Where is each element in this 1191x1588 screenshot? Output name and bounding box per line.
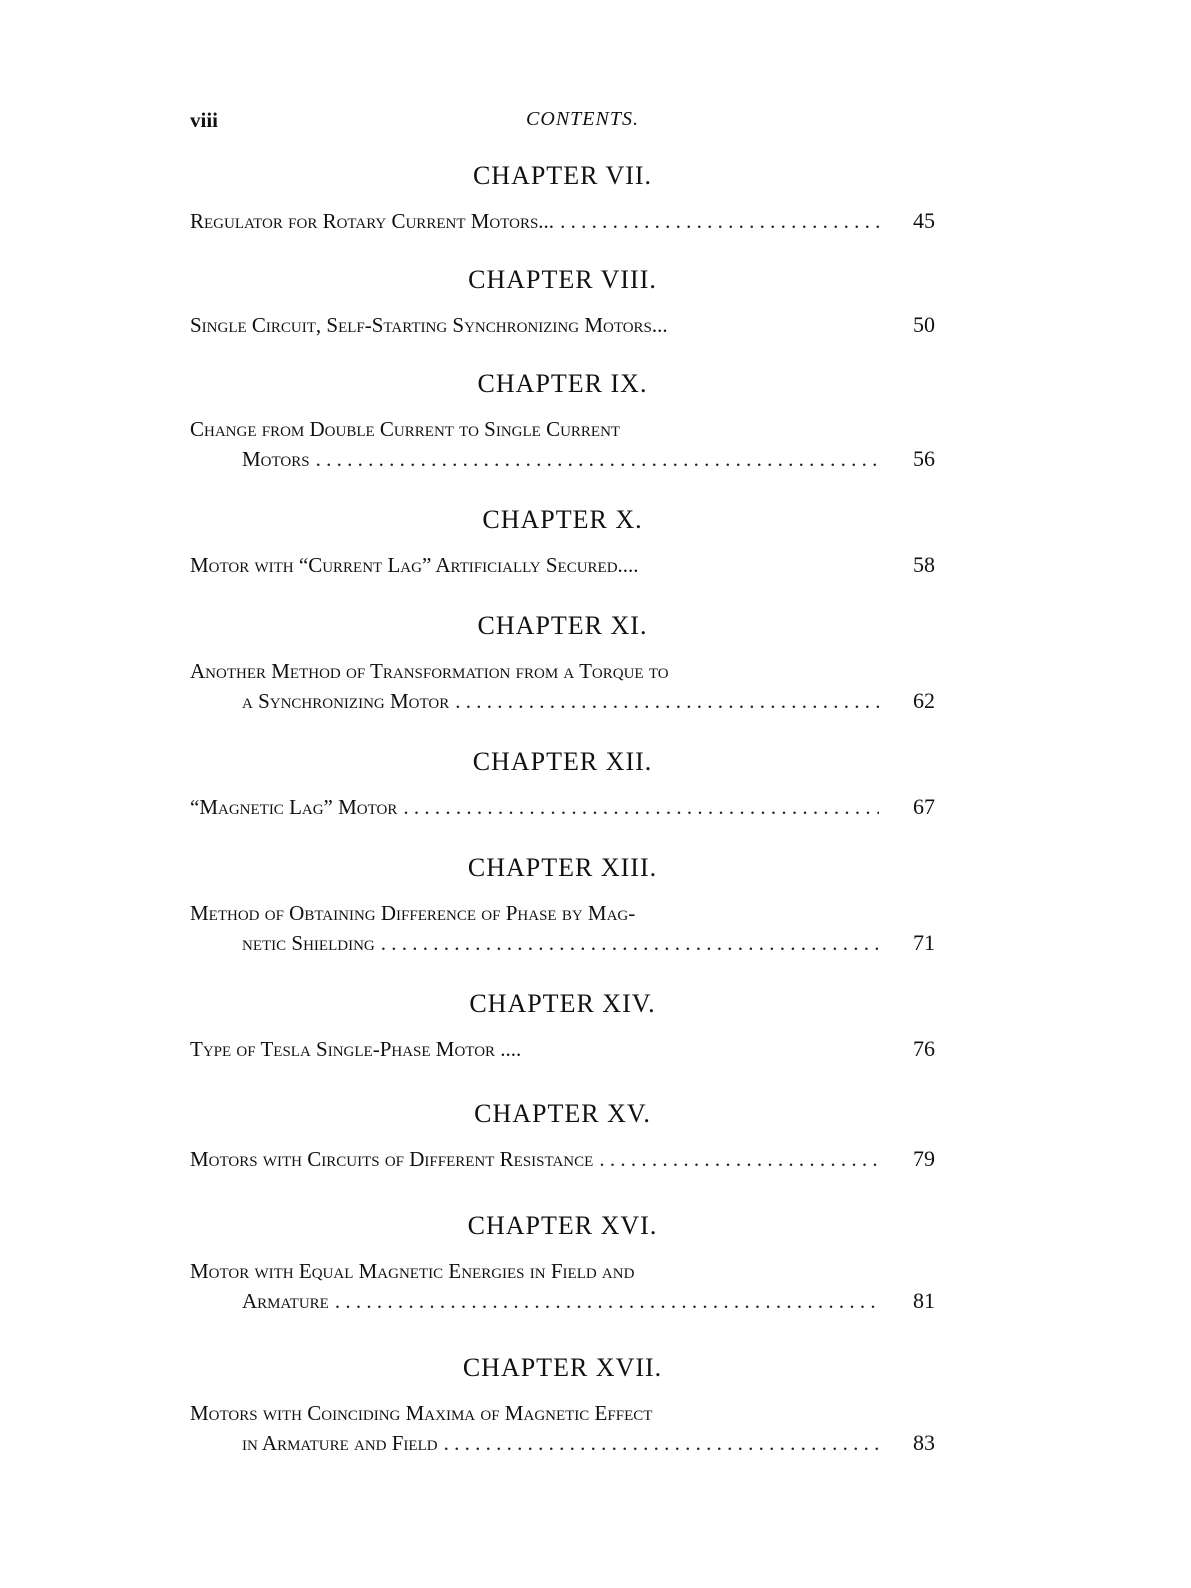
page-number: 45	[913, 208, 935, 233]
chapter-vii	[190, 160, 935, 236]
dot-leader	[381, 928, 879, 958]
toc-entry[interactable]	[190, 792, 935, 822]
toc-entry[interactable]	[190, 898, 935, 958]
toc-entry[interactable]	[190, 310, 935, 340]
entry-title: Regulator for Rotary Current Motors...	[190, 209, 555, 233]
page-number: 71	[913, 930, 935, 955]
chapter-ix	[190, 368, 935, 474]
page-number: 76	[913, 1036, 935, 1061]
chapter-heading: CHAPTER XIV.	[469, 989, 656, 1018]
entry-title-continued: netic Shielding	[242, 931, 375, 955]
toc-entry[interactable]	[190, 550, 935, 580]
chapter-heading: CHAPTER XV.	[474, 1099, 651, 1128]
toc-entry[interactable]	[190, 1256, 935, 1316]
chapter-xv	[190, 1098, 935, 1174]
entry-title: Motors with Coinciding Maxima of Magnetic Effect	[190, 1401, 653, 1425]
chapter-x	[190, 504, 935, 580]
dot-leader	[316, 444, 879, 474]
entry-title: Single Circuit, Self-Starting Synchronizing Motors...	[190, 313, 668, 337]
dot-leader	[560, 206, 879, 236]
toc-entry[interactable]	[190, 1398, 935, 1458]
toc-entry[interactable]	[190, 656, 935, 716]
dot-leader	[403, 792, 879, 822]
toc-entry[interactable]	[190, 1144, 935, 1174]
page-number: 50	[913, 312, 935, 337]
chapter-xiii	[190, 852, 935, 958]
toc-entry[interactable]	[190, 1034, 935, 1064]
running-head: CONTENTS.	[526, 108, 639, 130]
dot-leader	[455, 686, 879, 716]
page-number: 62	[913, 688, 935, 713]
page-number: 58	[913, 552, 935, 577]
page-number: 83	[913, 1430, 935, 1455]
chapter-xvi	[190, 1210, 935, 1316]
entry-title: Another Method of Transformation from a Torque to	[190, 659, 669, 683]
chapter-xi	[190, 610, 935, 716]
entry-title-continued: Motors	[242, 447, 310, 471]
chapter-heading: CHAPTER VIII.	[468, 265, 657, 294]
page-header	[190, 108, 935, 138]
page-number: 67	[913, 794, 935, 819]
page-number: 81	[913, 1288, 935, 1313]
chapter-heading: CHAPTER XVI.	[467, 1211, 658, 1240]
dot-leader	[335, 1286, 879, 1316]
page-folio: viii	[190, 108, 219, 132]
dot-leader	[599, 1144, 879, 1174]
entry-title-continued: in Armature and Field	[242, 1431, 438, 1455]
entry-title-continued: a Synchronizing Motor	[242, 689, 450, 713]
entry-title: Change from Double Current to Single Current	[190, 417, 621, 441]
chapter-heading: CHAPTER VII.	[472, 161, 653, 190]
toc-entry[interactable]	[190, 206, 935, 236]
chapter-heading: CHAPTER XI.	[477, 611, 648, 640]
page-number: 79	[913, 1146, 935, 1171]
entry-title: Motor with “Current Lag” Artificially Secured....	[190, 553, 639, 577]
chapter-heading: CHAPTER XIII.	[467, 853, 658, 882]
entry-title: Method of Obtaining Difference of Phase by Mag-	[190, 901, 636, 925]
toc-entry[interactable]	[190, 414, 935, 474]
entry-title: Motor with Equal Magnetic Energies in Field and	[190, 1259, 635, 1283]
chapter-heading: CHAPTER IX.	[477, 369, 648, 398]
chapter-xii	[190, 746, 935, 822]
chapter-heading: CHAPTER X.	[482, 505, 643, 534]
page-number: 56	[913, 446, 935, 471]
dot-leader	[444, 1428, 879, 1458]
entry-title: Type of Tesla Single-Phase Motor ....	[190, 1037, 522, 1061]
chapter-xvii	[190, 1352, 935, 1458]
entry-title: Motors with Circuits of Different Resistance	[190, 1147, 594, 1171]
chapter-viii	[190, 264, 935, 340]
chapter-xiv	[190, 988, 935, 1064]
chapter-heading: CHAPTER XII.	[472, 747, 653, 776]
entry-title: “Magnetic Lag” Motor	[190, 795, 398, 819]
chapter-heading: CHAPTER XVII.	[462, 1353, 663, 1382]
entry-title-continued: Armature	[242, 1289, 329, 1313]
